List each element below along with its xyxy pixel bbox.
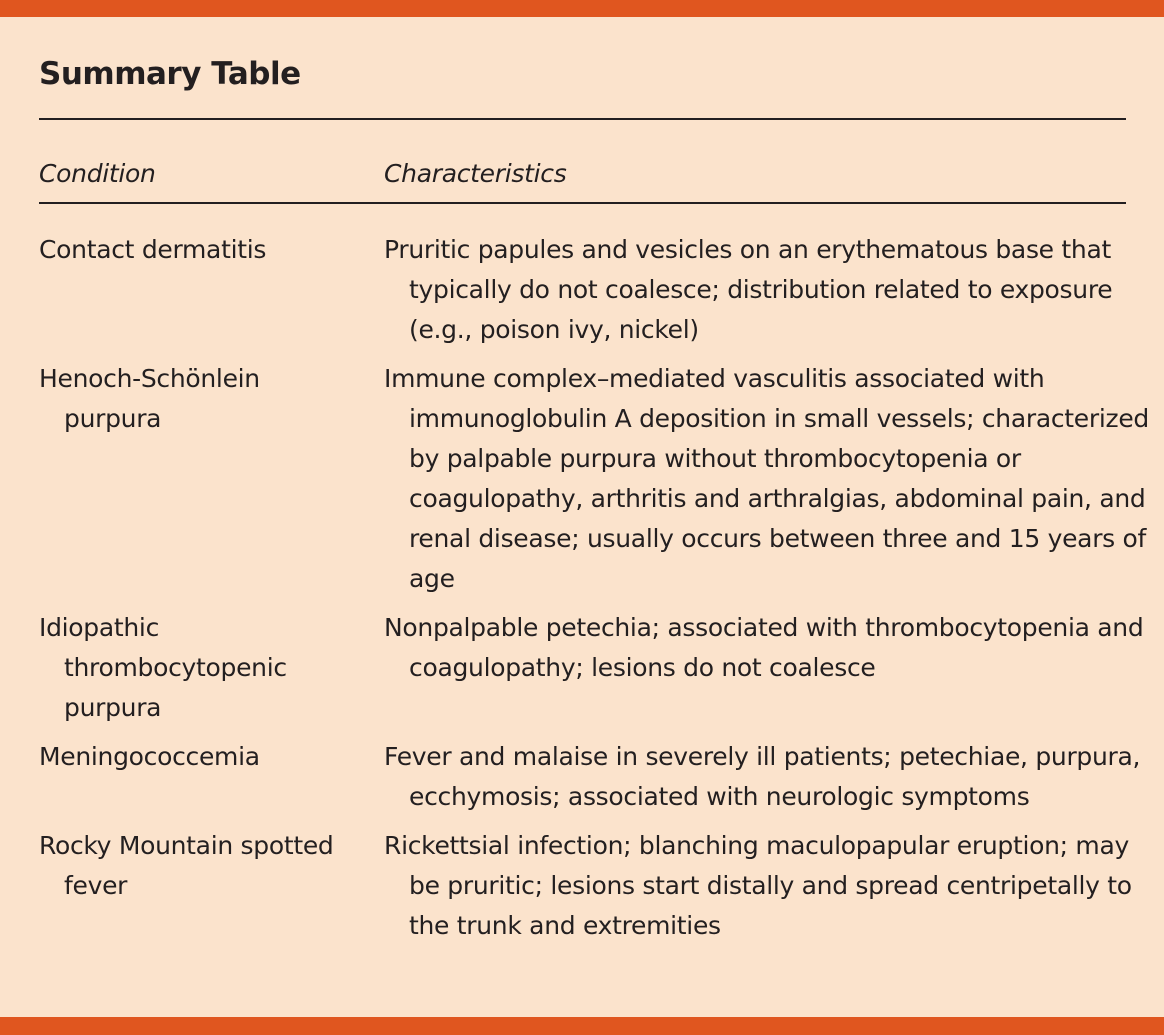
characteristics-cell: Immune complex–mediated vasculitis associated with immunoglobulin A deposition in small vessels; characterized by palpable purpura without thrombocytopenia or coagulopathy, arthritis and arthralgias, abdominal pain, and renal disease; usually occurs between three and 15 years of age — [384, 364, 1149, 593]
table-row — [39, 737, 1141, 817]
table-title: Summary Table — [39, 56, 301, 92]
title-divider — [39, 118, 1126, 120]
table-row — [39, 230, 1129, 350]
condition-cell: Idiopathic thrombocytopenic purpura — [39, 613, 287, 722]
characteristics-cell: Nonpalpable petechia; associated with thrombocytopenia and coagulopathy; lesions do not coalesce — [384, 613, 1144, 682]
top-accent-bar — [0, 0, 1164, 17]
table-row — [39, 608, 1144, 728]
condition-cell: Meningococcemia — [39, 742, 260, 771]
table-body — [39, 230, 1149, 946]
condition-cell: Contact dermatitis — [39, 235, 267, 264]
header-divider — [39, 202, 1126, 204]
column-header-condition: Condition — [39, 159, 156, 188]
column-header-characteristics: Characteristics — [384, 159, 567, 188]
characteristics-cell: Fever and malaise in severely ill patients; petechiae, purpura, ecchymosis; associated with neurologic symptoms — [384, 742, 1141, 811]
table-row — [39, 359, 1149, 599]
characteristics-cell: Rickettsial infection; blanching maculopapular eruption; may be pruritic; lesions start distally and spread centripetally to the trunk and extremities — [384, 831, 1132, 940]
characteristics-cell: Pruritic papules and vesicles on an erythematous base that typically do not coalesce; distribution related to exposure (e.g., poison ivy, nickel) — [384, 235, 1113, 344]
table-row — [39, 826, 1132, 946]
bottom-accent-bar — [0, 1017, 1164, 1035]
condition-cell: Henoch-Schönlein purpura — [39, 364, 260, 433]
condition-cell: Rocky Mountain spotted fever — [39, 831, 334, 900]
